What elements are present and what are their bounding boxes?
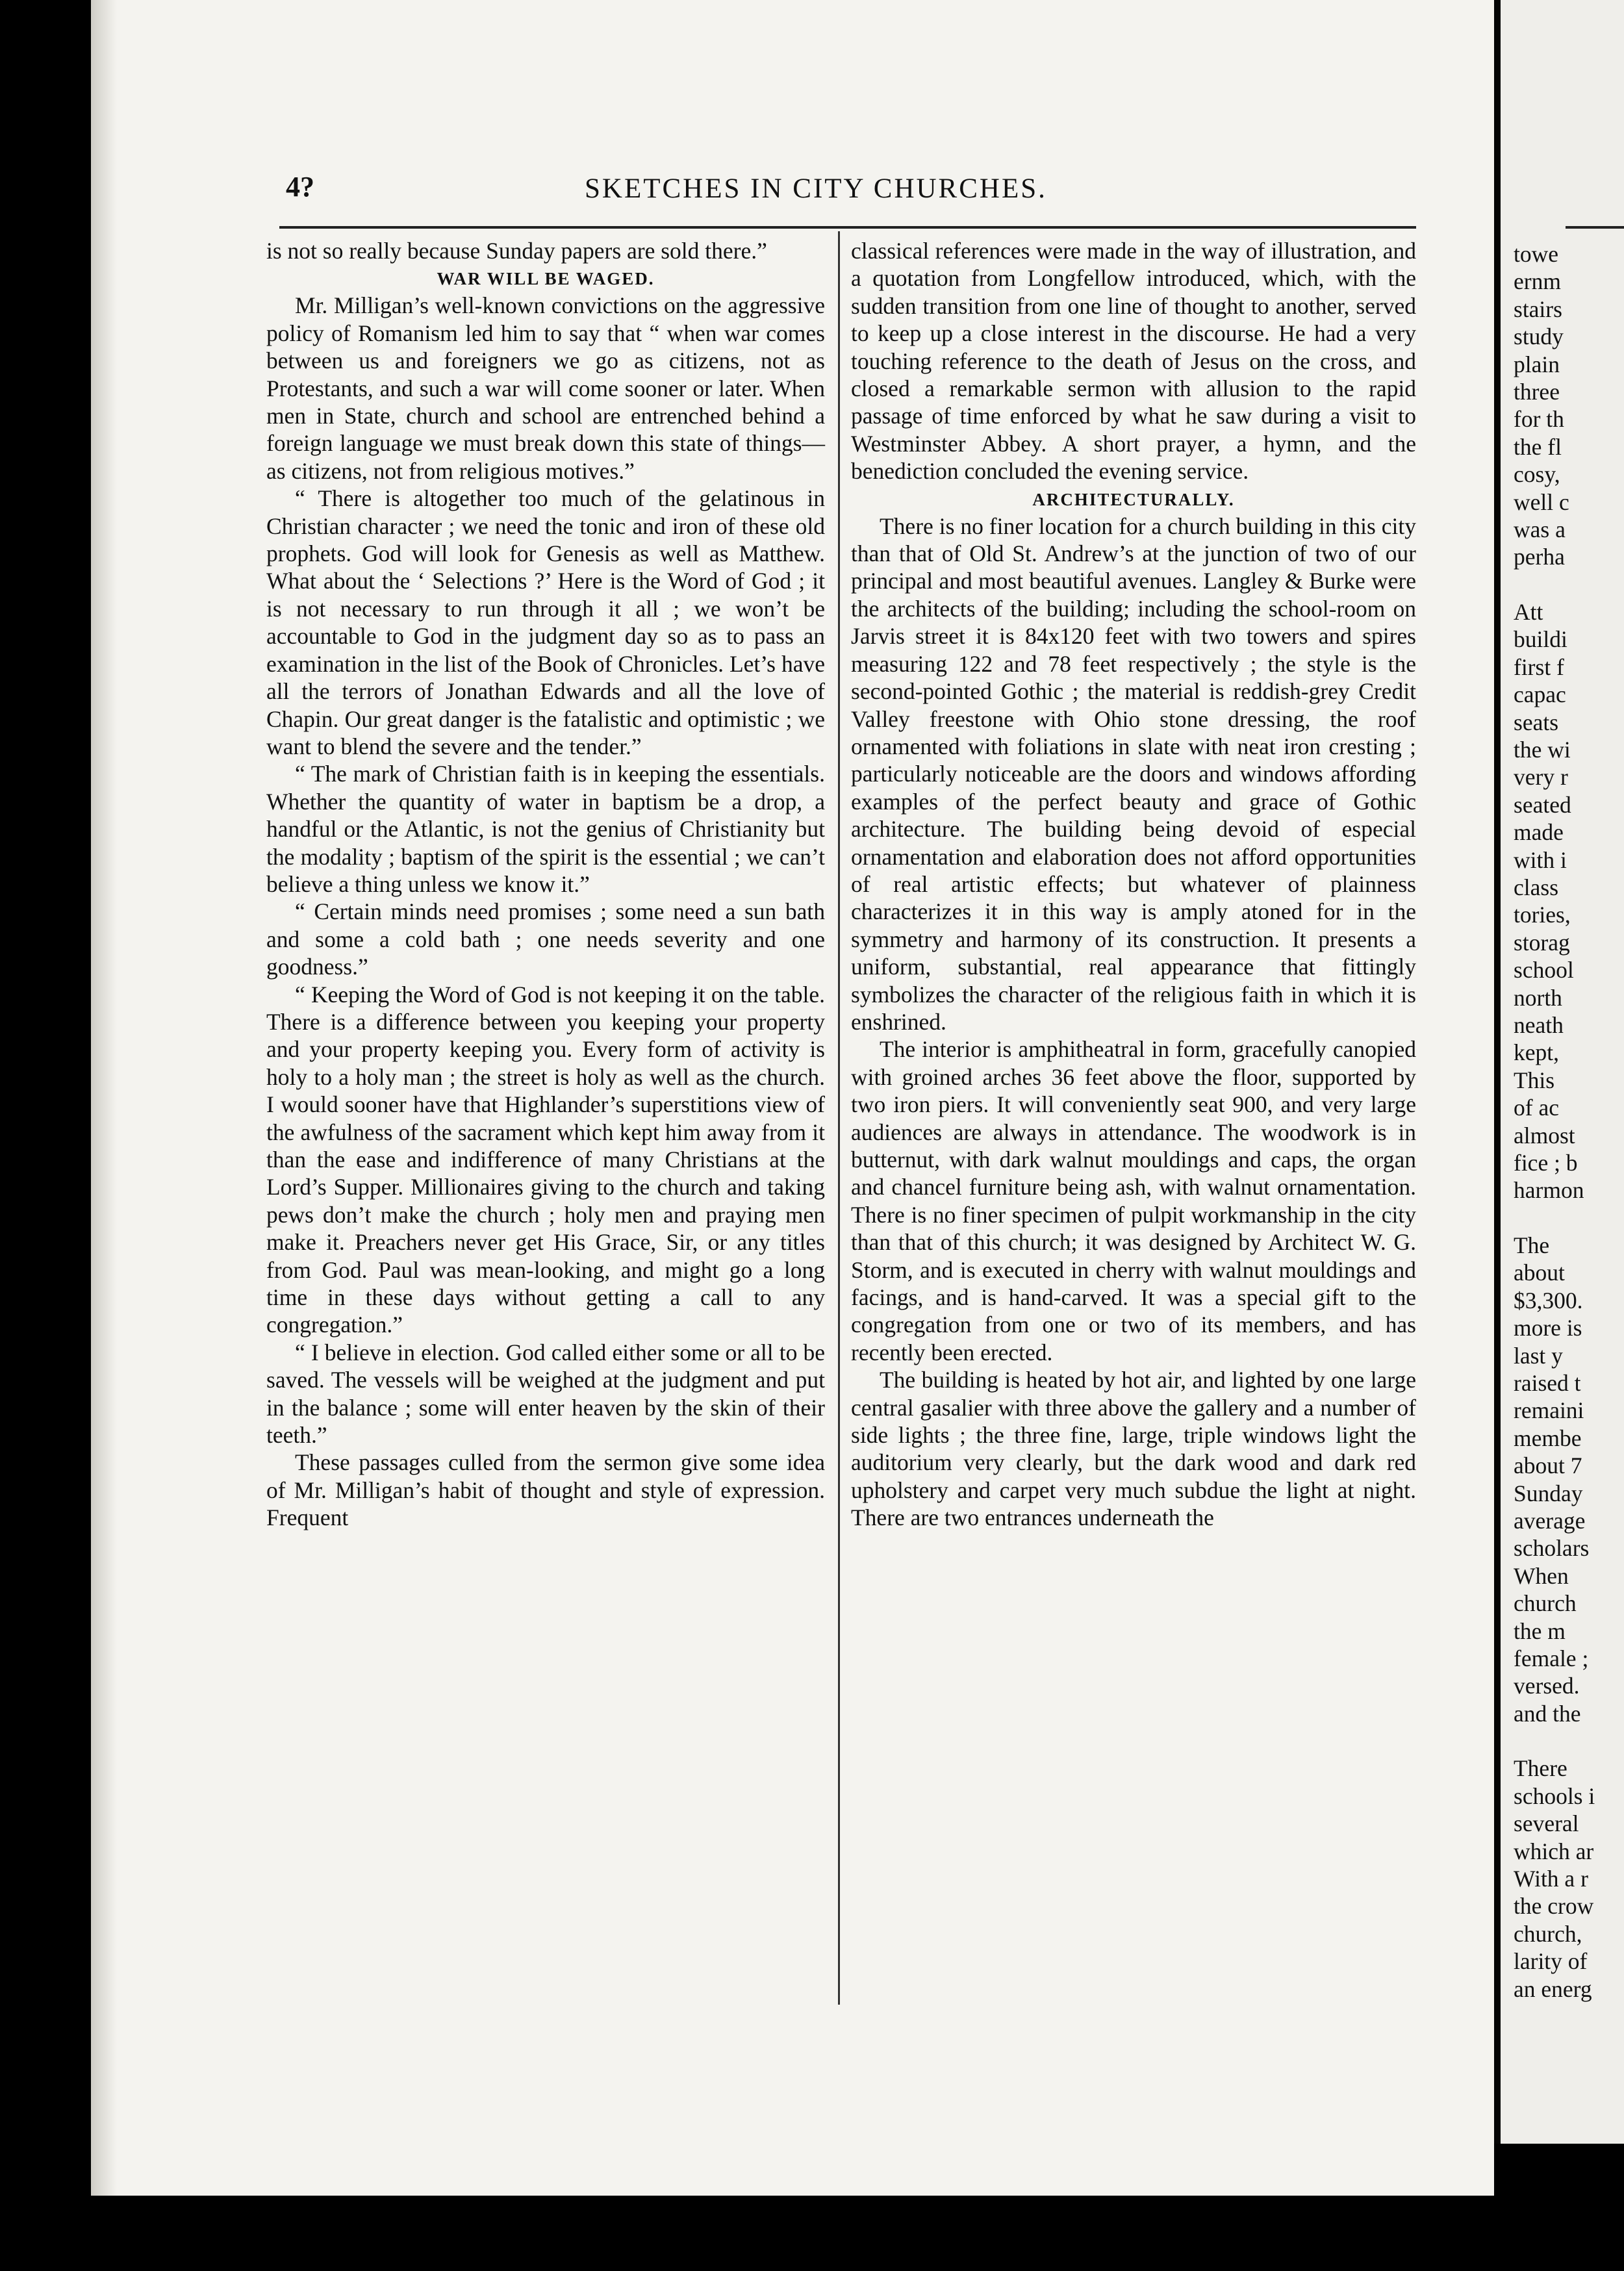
section-heading: ARCHITECTURALLY. [1032,489,1235,509]
next-page-fragment: capac [1514,681,1566,708]
next-page-fragment: plain [1514,351,1560,377]
next-page-fragment: for th [1514,406,1564,433]
next-page-fragment: first f [1514,653,1564,680]
header-rule [279,226,1416,229]
next-page-fragment: This [1514,1067,1555,1093]
next-page-fragment: Sunday [1514,1480,1583,1506]
next-page-fragment: cosy, [1514,461,1560,488]
next-page-fragment: the wi [1514,737,1571,763]
right-column [851,237,1416,1532]
next-page-fragment: last y [1514,1342,1563,1369]
next-page-fragment: membe [1514,1425,1582,1451]
next-page-fragment: female ; [1514,1645,1589,1671]
next-page-fragment: versed. [1514,1673,1580,1699]
next-page-fragment: and the [1514,1700,1581,1727]
next-page-text-fragments [1514,240,1624,2003]
next-page-fragment: study [1514,324,1564,350]
next-page-fragment: tories, [1514,902,1571,928]
next-page-fragment: about [1514,1260,1565,1286]
page-edge-shadow [91,0,117,2196]
next-page-fragment: church [1514,1590,1577,1617]
paragraph: “ Keeping the Word of God is not keeping it on the table. There is a difference between you keeping your property and your property keeping you. Every form of activity is holy to a holy man ; the street is holy as well as the church. I would sooner have that Highlander’s superstitions view of the awfulness of the sacrament which kept him away from it than the ease and indifference of many Christians at the Lord’s Supper. Millionaires giving to the church and taking pews don’t make the church ; holy men and praying men make it. Preachers never get His Grace, Sir, or any titles from God. Paul was mean-looking, and might go a long time in these days without getting a call to any congregation.” [266,981,825,1338]
paragraph: “ There is altogether too much of the gelatinous in Christian character ; we need the tonic and iron of these old prophets. God will look for Genesis as well as Matthew. What about the ‘ Selections ?’ Here is the Word of God ; it is not necessary to run through it all ; we won’t be accountable to God in the judgment day so as to pass an examination in the list of the Book of Chronicles. Let’s have all the terrors of Jonathan Edwards and all the love of Chapin. Our great danger is the fatalistic and optimistic ; we want to blend the severe and the tender.” [266,485,825,759]
paragraph: These passages culled from the sermon give some idea of Mr. Milligan’s habit of thought and style of expression. Frequent [266,1449,825,1531]
column-divider [838,231,840,2005]
next-page-fragment: When [1514,1562,1569,1589]
next-page-fragment: perha [1514,544,1565,570]
next-page-fragment: very r [1514,764,1568,791]
next-page-fragment: $3,300. [1514,1287,1583,1313]
next-page-fragment: There [1514,1755,1567,1782]
next-page-fragment: stairs [1514,296,1562,322]
next-page-fragment: the crow [1514,1893,1594,1920]
next-page-fragment: scholars [1514,1535,1590,1562]
next-page-fragment: Att [1514,599,1543,626]
next-page-fragment: raised t [1514,1370,1581,1397]
next-page-fragment: north [1514,984,1562,1011]
next-page-fragment: almost [1514,1122,1575,1148]
next-page-fragment: was a [1514,516,1566,542]
next-page-fragment: seated [1514,791,1571,818]
left-column [266,237,825,1532]
next-page-fragment: the m [1514,1618,1566,1644]
page-number: 4? [286,171,314,203]
next-page-edge [1501,0,1624,2144]
next-page-fragment: kept, [1514,1039,1559,1066]
next-page-fragment: well c [1514,488,1569,515]
next-page-fragment: harmon [1514,1177,1584,1204]
next-page-fragment: several [1514,1810,1579,1837]
next-page-fragment: neath [1514,1011,1564,1038]
next-page-fragment: larity of [1514,1948,1588,1975]
running-title: SKETCHES IN CITY CHURCHES. [585,173,1047,204]
paragraph: “ I believe in election. God called either some or all to be saved. The vessels will be weighed at the judgment and put in the balance ; some will enter heaven by the skin of their teeth.” [266,1339,825,1449]
paragraph: classical references were made in the way of illustration, and a quotation from Longfellow introduced, which, with the sudden transition from one line of thought to another, served to keep up a close interest in the discourse. He had a very touching reference to the death of Jesus on the cross, and closed a remarkable sermon with allusion to the rapid passage of time enforced by what he saw during a visit to Westminster Abbey. A short prayer, a hymn, and the benediction concluded the evening service. [851,238,1416,485]
next-page-fragment: ernm [1514,268,1561,295]
page-header [286,170,1416,209]
next-page-fragment: With a r [1514,1866,1588,1892]
next-page-fragment: about 7 [1514,1453,1582,1479]
paragraph-gap [1514,1204,1624,1232]
next-page-fragment: storag [1514,929,1570,956]
next-page-fragment: towe [1514,241,1559,267]
next-page-fragment: seats [1514,709,1559,735]
next-page-fragment: an energ [1514,1975,1592,2002]
paragraph: The interior is amphitheatral in form, gracefully canopied with groined arches 36 feet above the floor, supported by two iron piers. It will conveniently seat 900, and very large audiences are always in attendance. The woodwork is in butternut, with dark walnut mouldings and caps, the organ and chancel furniture being ash, with walnut ornamentation. There is no finer specimen of pulpit workmanship in the city than that of this church; it was designed by Architect W. G. Storm, and is executed in cherry with walnut mouldings and facings, and is hand-carved. It was a special gift to the congregation from one or two of its members, and has recently been erected. [851,1036,1416,1365]
paragraph-gap [1514,571,1624,598]
next-page-fragment: schools i [1514,1783,1595,1809]
next-page-fragment: The [1514,1232,1550,1259]
scan-background [0,2196,1494,2271]
paragraph: The building is heated by hot air, and lighted by one large central gasalier with three above the gallery and a number of side lights ; the three fine, large, triple windows light the auditorium very clearly, but the dark wood and dark red upholstery and carpet very much subdue the light at night. There are two entrances underneath the [851,1367,1416,1531]
next-page-fragment: of ac [1514,1095,1559,1121]
next-page-fragment: the fl [1514,433,1562,460]
paragraph: “ The mark of Christian faith is in keeping the essentials. Whether the quantity of water in baptism be a drop, a handful or the Atlantic, is not the genius of Christianity but the modality ; baptism of the spirit is the essential ; we can’t believe a thing unless we know it.” [266,761,825,897]
next-page-fragment: average [1514,1507,1586,1534]
paragraph: is not so really because Sunday papers are sold there.” [266,238,767,264]
paragraph: Mr. Milligan’s well-known convictions on the aggressive policy of Romanism led him to say that “ when war comes between us and foreigners we go as citizens, not as Protestants, and such a war will come sooner or later. When men in State, church and school are entrenched behind a foreign language we must break down this state of things—as citizens, not from religious motives.” [266,292,825,484]
paragraph-gap [1514,1727,1624,1755]
paragraph: “ Certain minds need promises ; some need a sun bath and some a cold bath ; one needs severity and one goodness.” [266,898,825,980]
paragraph: There is no finer location for a church building in this city than that of Old St. Andrew’s at the junction of two of our principal and most beautiful avenues. Langley & Burke were the architects of the building; including the school-room on Jarvis street it is 84x120 feet with two towers and spires measuring 122 and 78 feet respectively ; the style is the second-pointed Gothic ; the material is reddish-grey Credit Valley freestone with Ohio stone dressing, the roof ornamented with foliations in slate with neat iron cresting ; particularly noticeable are the doors and windows affording examples of the perfect beauty and grace of Gothic architecture. The building being devoid of especial ornamentation and elaboration does not afford opportunities of real artistic effects; but whatever of plainness characterizes it in this way is amply atoned for in the symmetry and harmony of its construction. It presents a uniform, substantial, real appearance that fittingly symbolizes the character of the religious faith in which it is enshrined. [851,513,1416,1035]
section-heading: WAR WILL BE WAGED. [437,269,655,289]
next-page-fragment: school [1514,957,1574,983]
next-page-fragment: more is [1514,1315,1582,1341]
next-page-fragment: buildi [1514,626,1567,653]
next-page-fragment: with i [1514,846,1567,873]
next-page-fragment: fice ; b [1514,1149,1578,1176]
next-page-fragment: class [1514,874,1559,900]
next-page-fragment: which ar [1514,1838,1594,1864]
next-page-header-rule [1566,226,1624,229]
next-page-fragment: three [1514,378,1560,405]
next-page-fragment: church, [1514,1920,1582,1947]
next-page-fragment: remaini [1514,1397,1584,1424]
next-page-fragment: made [1514,819,1564,846]
